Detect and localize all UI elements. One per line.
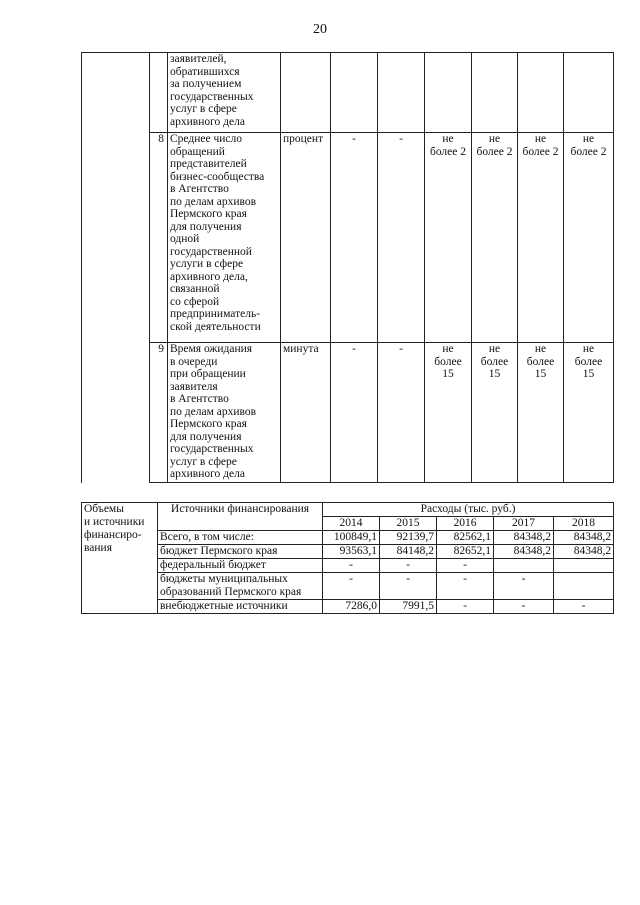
finance-row xyxy=(82,573,614,600)
finance-value: 84348,2 xyxy=(554,531,614,545)
indicator-value xyxy=(564,53,614,133)
finance-source: бюджеты муниципальных образований Пермского края xyxy=(158,573,323,600)
finance-value: 84348,2 xyxy=(494,531,554,545)
indicator-unit: минута xyxy=(281,343,331,483)
finance-source: Всего, в том числе: xyxy=(158,531,323,545)
expenses-header: Расходы (тыс. руб.) xyxy=(323,503,614,517)
indicator-row xyxy=(82,133,614,343)
indicator-unit: процент xyxy=(281,133,331,343)
year-header: 2017 xyxy=(494,517,554,531)
indicator-value: не более 2 xyxy=(425,133,472,343)
finance-value: 82652,1 xyxy=(437,545,494,559)
finance-value: - xyxy=(380,573,437,600)
blank-cell xyxy=(82,133,150,343)
finance-value xyxy=(554,573,614,600)
indicator-value: - xyxy=(378,133,425,343)
indicator-row xyxy=(82,53,614,133)
year-header: 2015 xyxy=(380,517,437,531)
indicator-row xyxy=(82,343,614,483)
year-header: 2014 xyxy=(323,517,380,531)
finance-row xyxy=(82,545,614,559)
indicator-number: 8 xyxy=(150,133,168,343)
indicators-table xyxy=(81,52,614,483)
finance-value: 84348,2 xyxy=(494,545,554,559)
finance-value: - xyxy=(323,573,380,600)
finance-value: 92139,7 xyxy=(380,531,437,545)
finance-value: 93563,1 xyxy=(323,545,380,559)
indicator-value xyxy=(472,53,518,133)
finance-value: - xyxy=(380,559,437,573)
finance-value: - xyxy=(437,573,494,600)
indicator-value: не более 15 xyxy=(472,343,518,483)
finance-value: 84148,2 xyxy=(380,545,437,559)
year-header: 2018 xyxy=(554,517,614,531)
finance-value: - xyxy=(437,559,494,573)
indicator-value: не более 2 xyxy=(472,133,518,343)
indicator-value xyxy=(518,53,564,133)
finance-value: - xyxy=(494,573,554,600)
finance-header-row xyxy=(82,503,614,517)
indicator-value: не более 2 xyxy=(564,133,614,343)
indicator-value: не более 15 xyxy=(564,343,614,483)
indicator-value xyxy=(425,53,472,133)
finance-value: 84348,2 xyxy=(554,545,614,559)
indicator-value: не более 15 xyxy=(425,343,472,483)
page-number: 20 xyxy=(313,22,327,37)
finance-value: - xyxy=(494,600,554,614)
blank-cell xyxy=(82,53,150,133)
finance-value: - xyxy=(437,600,494,614)
finance-value: 82562,1 xyxy=(437,531,494,545)
finance-label: Объемы и источники финансиро- вания xyxy=(82,503,158,614)
indicator-value: не более 2 xyxy=(518,133,564,343)
finance-value: 100849,1 xyxy=(323,531,380,545)
finance-value: 7286,0 xyxy=(323,600,380,614)
indicator-name: заявителей, обратившихся за получением государственных услуг в сфере архивного дела xyxy=(168,53,281,133)
finance-table xyxy=(81,502,614,614)
indicator-value: не более 15 xyxy=(518,343,564,483)
finance-source: внебюджетные источники xyxy=(158,600,323,614)
indicator-unit xyxy=(281,53,331,133)
indicator-name: Среднее число обращений представителей бизнес-сообщества в Агентство по делам архивов Пермского края для получения одной государственной услуги в сфере архивного дела, связанной со сферой предприниматель- ской деятельности xyxy=(168,133,281,343)
indicator-value: - xyxy=(378,343,425,483)
indicator-number: 9 xyxy=(150,343,168,483)
sources-header: Источники финансирования xyxy=(158,503,323,531)
finance-value xyxy=(554,559,614,573)
finance-source: бюджет Пермского края xyxy=(158,545,323,559)
indicator-value xyxy=(378,53,425,133)
finance-row xyxy=(82,600,614,614)
finance-value: - xyxy=(554,600,614,614)
finance-row xyxy=(82,559,614,573)
indicator-value: - xyxy=(331,343,378,483)
indicator-name: Время ожидания в очереди при обращении заявителя в Агентство по делам архивов Пермского края для получения государственных услуг в сфере архивного дела xyxy=(168,343,281,483)
blank-cell xyxy=(82,343,150,483)
indicator-value xyxy=(331,53,378,133)
finance-row xyxy=(82,531,614,545)
indicator-number xyxy=(150,53,168,133)
finance-value xyxy=(494,559,554,573)
year-header: 2016 xyxy=(437,517,494,531)
indicator-value: - xyxy=(331,133,378,343)
finance-value: 7991,5 xyxy=(380,600,437,614)
finance-value: - xyxy=(323,559,380,573)
finance-source: федеральный бюджет xyxy=(158,559,323,573)
